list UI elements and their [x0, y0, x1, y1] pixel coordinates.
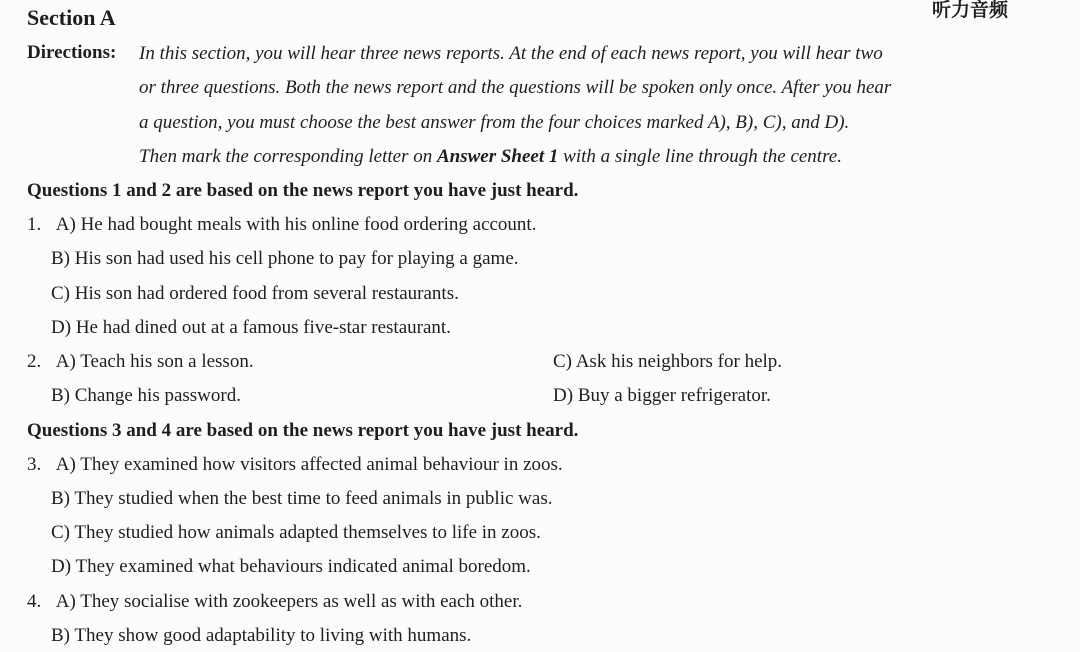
option-letter: D) — [51, 317, 72, 338]
directions-line-3: a question, you must choose the best answer from the four choices marked A), B), C), and D). — [139, 112, 850, 133]
question-number: 4. — [27, 591, 42, 612]
question-2-option-b[interactable] — [51, 386, 241, 405]
option-letter: B) — [51, 488, 70, 509]
directions-line-4-pre: Then mark the corresponding letter on — [139, 146, 433, 167]
option-text: Teach his son a lesson. — [80, 351, 254, 372]
question-3-option-a[interactable] — [27, 455, 563, 474]
question-3-option-d[interactable] — [51, 557, 531, 576]
option-text: His son had used his cell phone to pay for playing a game. — [74, 248, 519, 269]
option-text: They socialise with zookeepers as well as with each other. — [80, 591, 523, 612]
option-letter: A) — [55, 454, 76, 475]
directions-line-4-post: with a single line through the centre. — [563, 146, 842, 167]
option-text: They examined how visitors affected animal behaviour in zoos. — [80, 454, 563, 475]
option-letter: A) — [55, 591, 76, 612]
option-letter: C) — [51, 522, 70, 543]
question-number: 2. — [27, 351, 42, 372]
audio-link[interactable]: 听力音频 — [931, 0, 1008, 21]
question-1-option-c[interactable] — [51, 284, 459, 303]
answer-sheet-label: Answer Sheet 1 — [436, 146, 559, 167]
directions-line-2: or three questions. Both the news report and the questions will be spoken only once. After you hear — [139, 77, 892, 98]
option-text: They show good adaptability to living with humans. — [74, 625, 472, 646]
option-letter: C) — [51, 283, 70, 304]
question-3-option-c[interactable] — [51, 523, 541, 542]
directions-line-1: In this section, you will hear three news reports. At the end of each news report, you will hear two — [139, 43, 883, 64]
option-letter: B) — [51, 385, 70, 406]
option-letter: B) — [51, 625, 70, 646]
question-group-heading-2: Questions 3 and 4 are based on the news report you have just heard. — [27, 420, 579, 441]
question-group-heading-1: Questions 1 and 2 are based on the news report you have just heard. — [27, 180, 579, 201]
option-letter: D) — [51, 556, 72, 577]
question-4-option-b[interactable] — [51, 626, 471, 645]
option-text: He had bought meals with his online food ordering account. — [80, 214, 537, 235]
option-text: Change his password. — [74, 385, 241, 406]
question-4-option-a[interactable] — [27, 592, 522, 611]
question-2-option-a[interactable] — [27, 352, 254, 371]
question-1-option-a[interactable] — [27, 215, 536, 234]
option-letter: D) — [553, 385, 574, 406]
question-3-option-b[interactable] — [51, 489, 552, 508]
option-text: They examined what behaviours indicated animal boredom. — [75, 556, 531, 577]
question-1-option-d[interactable] — [51, 318, 451, 337]
option-letter: A) — [55, 214, 76, 235]
directions-label: Directions: — [27, 42, 117, 63]
option-text: Ask his neighbors for help. — [575, 351, 783, 372]
question-number: 1. — [27, 214, 42, 235]
option-letter: A) — [55, 351, 76, 372]
option-text: His son had ordered food from several restaurants. — [74, 283, 459, 304]
option-text: They studied how animals adapted themselves to life in zoos. — [74, 522, 541, 543]
option-text: He had dined out at a famous five-star restaurant. — [75, 317, 451, 338]
option-text: Buy a bigger refrigerator. — [577, 385, 771, 406]
option-text: They studied when the best time to feed animals in public was. — [74, 488, 553, 509]
question-1-option-b[interactable] — [51, 249, 519, 268]
option-letter: B) — [51, 248, 70, 269]
directions-line-4 — [139, 147, 842, 166]
option-letter: C) — [553, 351, 572, 372]
question-2-option-c[interactable] — [553, 352, 782, 371]
section-title: Section A — [27, 5, 116, 30]
question-2-option-d[interactable] — [553, 386, 771, 405]
question-number: 3. — [27, 454, 42, 475]
